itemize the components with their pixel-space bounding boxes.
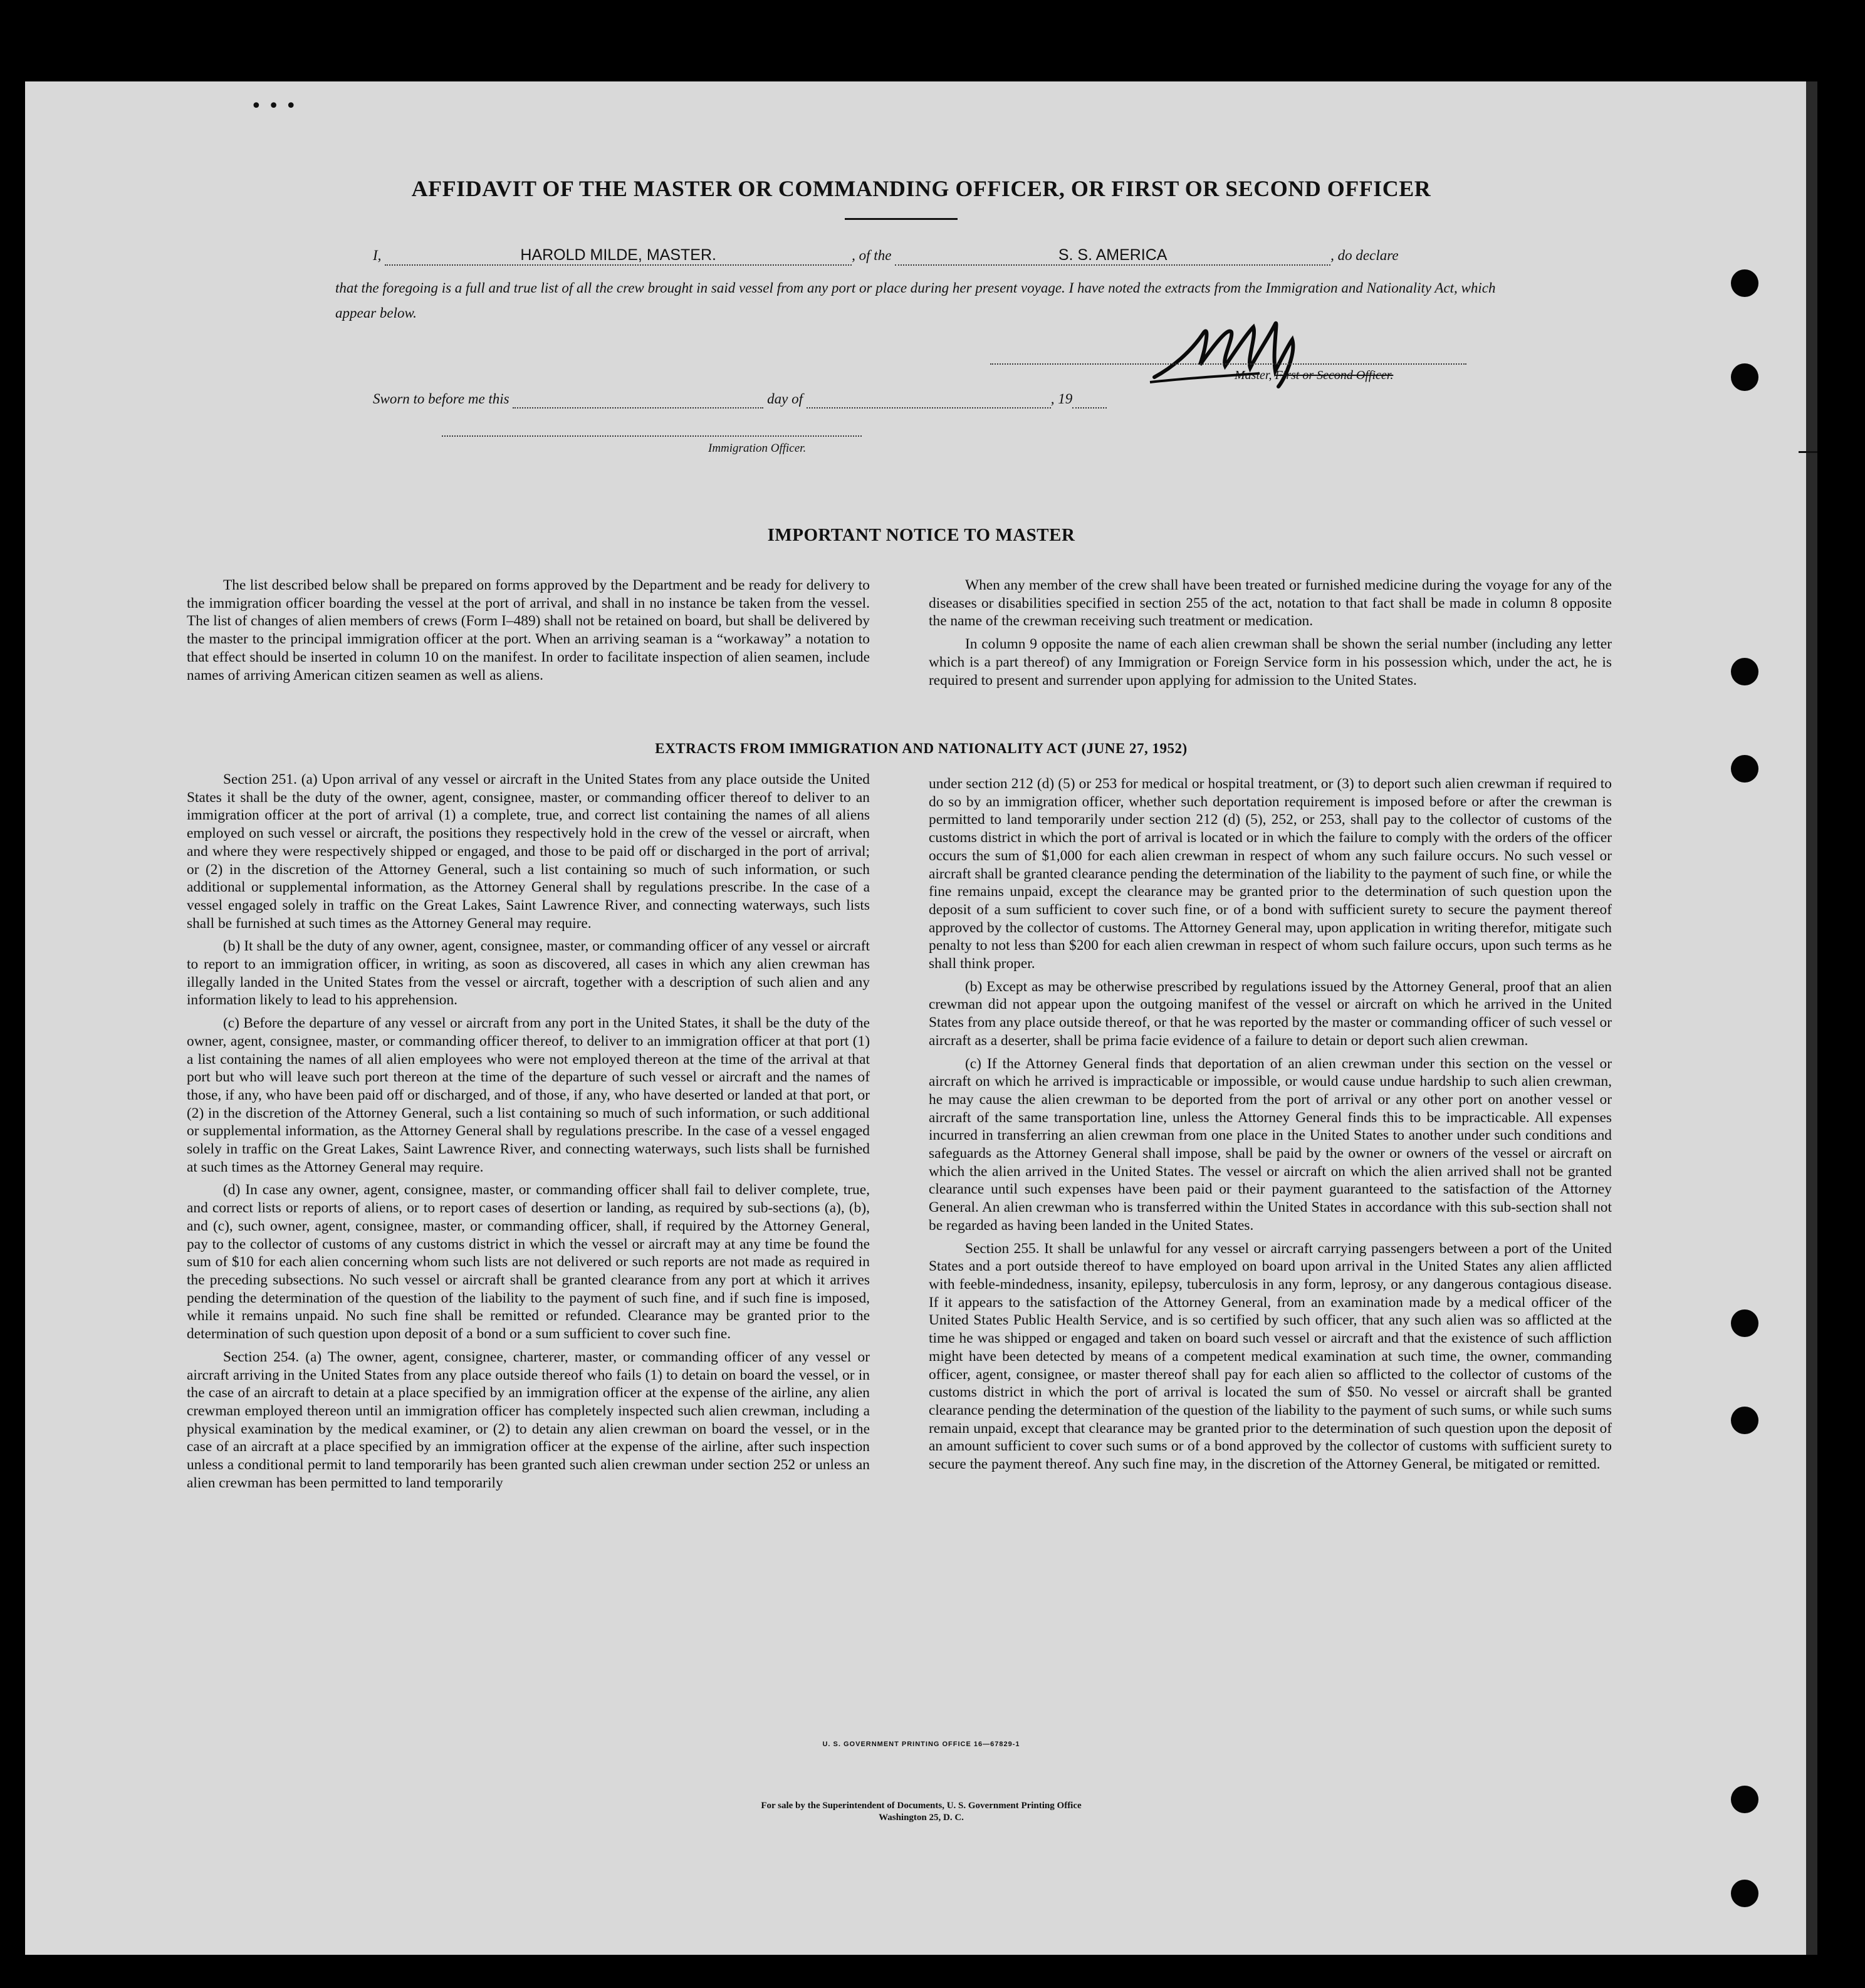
- title-rule: [845, 218, 958, 220]
- struck-officer-label: First or Second Officer.: [1275, 368, 1394, 382]
- sworn-day-field: [513, 391, 763, 409]
- binder-hole: [1731, 1880, 1758, 1907]
- extracts-right-column: [929, 775, 1612, 1474]
- page-edge-shadow: [1806, 81, 1817, 1955]
- binder-hole: [1731, 269, 1758, 297]
- extract-paragraph: Section 254. (a) The owner, agent, consignee, charterer, master, or commanding officer of any vessel or aircraft arriving in the United States from any place outside thereof who fails (1) to detain on board the vessel, or in the case of an aircraft to detain at a place specified by an immigration officer at the expense of the airline, any alien crewman employed thereon until an immigration officer has completely inspected such alien crewman, including a physical examination by the medical examiner, or (2) to detain any alien crewman on board the vessel, or in the case of an aircraft at a place specified by an immigration officer at the expense of the airline, after such inspection unless a conditional permit to land temporarily has been granted such alien crewman under section 252 or unless an alien crewman has been permitted to land temporarily: [187, 1348, 870, 1491]
- notice-paragraph: In column 9 opposite the name of each alien crewman shall be shown the serial number (including any letter which is a part thereof) of any Immigration or Foreign Service form in his possession which, under the act, he is required to present and surrender upon applying for admission to the United States.: [929, 636, 1612, 689]
- footer-line-2: Washington 25, D. C.: [879, 1813, 964, 1823]
- binder-hole: [1731, 658, 1758, 685]
- of-the-label: , of the: [852, 247, 892, 263]
- signature-line: [990, 362, 1466, 365]
- sworn-year-label: , 19: [1050, 391, 1073, 407]
- extracts-left-column: [187, 771, 870, 1492]
- sworn-prefix: Sworn to before me this: [373, 391, 509, 407]
- footer-line-1: For sale by the Superintendent of Documents, U. S. Government Printing Office: [761, 1801, 1082, 1811]
- binder-hole: [1731, 755, 1758, 783]
- declarant-line: [373, 246, 1399, 266]
- immigration-officer-signature-line: [442, 435, 862, 437]
- notice-paragraph: When any member of the crew shall have been treated or furnished medicine during the voyage for any of the diseases or disabilities specified in section 255 of the act, notation to that fact shall be made in column 8 opposite the name of the crewman receiving such treatment or medication.: [929, 577, 1612, 630]
- edge-mark: [1799, 451, 1817, 453]
- signature-label: [1235, 368, 1393, 383]
- extract-paragraph: (c) Before the departure of any vessel or aircraft from any port in the United States, it shall be the duty of the owner, agent, consignee, master, or commanding officer thereof, to deliver to an immigration officer at that port (1) a list containing the names of all alien employees who were not employed thereon at the time of the arrival at that port but who will leave such port thereon at the time of the departure of such vessel or aircraft and the names of those, if any, who have been paid off or discharged, and of those, if any, who have deserted or landed at that port, or (2) in the discretion of the Attorney General, such a list containing so much of such information, or such additional or supplemental information, as the Attorney General shall by regulations prescribe. In the case of a vessel engaged solely in traffic on the Great Lakes, Saint Lawrence River, and connecting waterways, such lists shall be furnished at such times as the Attorney General may require.: [187, 1015, 870, 1175]
- printing-office-imprint: U. S. GOVERNMENT PRINTING OFFICE 16—67829-1: [822, 1741, 1020, 1748]
- master-label: Master,: [1235, 368, 1272, 382]
- notice-title: IMPORTANT NOTICE TO MASTER: [767, 525, 1075, 545]
- extracts-title: EXTRACTS FROM IMMIGRATION AND NATIONALITY ACT (JUNE 27, 1952): [655, 741, 1188, 756]
- sworn-day-of: day of: [767, 391, 803, 407]
- declarant-field: [385, 246, 852, 266]
- immigration-officer-label: Immigration Officer.: [708, 442, 807, 455]
- notice-left-column: [187, 576, 870, 684]
- notice-paragraph: The list described below shall be prepared on forms approved by the Department and be ready for delivery to the immigration officer boarding the vessel at the port of arrival, and shall in no instance be taken from the vessel. The list of changes of alien members of crews (Form I–489) shall not be retained on board, but shall be delivered by the master to the principal immigration officer at the port. When an arriving seaman is a “workaway” a notation to that effect should be inserted in column 10 on the manifest. In order to facilitate inspection of alien seamen, include names of arriving American citizen seamen as well as aliens.: [187, 577, 870, 684]
- extract-paragraph: Section 251. (a) Upon arrival of any vessel or aircraft in the United States from any place outside the United States it shall be the duty of the owner, agent, consignee, master, or commanding officer thereof to deliver to an immigration officer at the port of arrival (1) a complete, true, and correct list containing the names of all aliens employed on such vessel or aircraft, the positions they respectively hold in the crew of the vessel or aircraft, when and where they were respectively shipped or engaged, and those to be paid off or discharged in the port of arrival; or (2) in the discretion of the Attorney General, such a list containing so much of such information, or such additional or supplemental information, as the Attorney General shall by regulations prescribe. In the case of a vessel engaged solely in traffic on the Great Lakes, Saint Lawrence River, and connecting waterways, such lists shall be furnished at such times as the Attorney General may require.: [187, 771, 870, 932]
- document-page: [25, 81, 1817, 1955]
- extract-paragraph-continued: under section 212 (d) (5) or 253 for medical or hospital treatment, or (3) to deport such alien crewman if required to do so by an immigration officer, whether such deportation requirement is imposed before or after the crewman is permitted to land temporarily under section 212 (d) (5), 252, or 253, shall pay to the collector of customs of the customs district in which the port of arrival is located or in which the failure to comply with the orders of the officer occurs the sum of $1,000 for each alien crewman in respect of whom any such failure occurs. No such vessel or aircraft shall be granted clearance pending the determination of the liability to the payment of such fine, or while the fine remains unpaid, except the clearance may be granted prior to the determination of such question upon the deposit of a sum sufficient to cover such fine, or of a bond with sufficient surety to secure the payment thereof approved by the collector of customs. The Attorney General may, upon application in writing therefor, mitigate such penalty to not less than $200 for each alien crewman in respect of whom such failure occurs, upon such terms as he shall think proper.: [929, 776, 1612, 972]
- do-declare-label: , do declare: [1330, 247, 1399, 263]
- affidavit-title: AFFIDAVIT OF THE MASTER OR COMMANDING OFFICER, OR FIRST OR SECOND OFFICER: [411, 176, 1431, 201]
- binder-hole: [1731, 363, 1758, 391]
- binder-hole: [1731, 1407, 1758, 1434]
- extract-paragraph: (b) It shall be the duty of any owner, agent, consignee, master, or commanding officer of any vessel or aircraft to report to an immigration officer, in writing, as soon as discovered, all cases in which any alien crewman has illegally landed in the United States from the vessel or aircraft, together with a description of such alien and any information likely to lead to his apprehension.: [187, 938, 870, 1009]
- sale-footer: [25, 1800, 1817, 1824]
- scan-speck-marks: •••: [251, 95, 303, 117]
- declarant-value: HAROLD MILDE, MASTER.: [520, 246, 716, 264]
- sworn-line: [373, 391, 1107, 409]
- sworn-year-field: [1072, 391, 1107, 409]
- binder-hole: [1731, 1309, 1758, 1337]
- sworn-month-field: [807, 391, 1051, 409]
- declaration-text: that the foregoing is a full and true list of all the crew brought in said vessel from any port or place during her present voyage. I have noted the extracts from the Immigration and Nationality Act, which appear below.: [335, 280, 1496, 321]
- vessel-field: [895, 246, 1330, 266]
- extract-paragraph: (c) If the Attorney General finds that deportation of an alien crewman under this section on the vessel or aircraft on which he arrived is impracticable or impossible, or would cause undue hardship to such alien crewman, he may cause the alien crewman to be deported from the port of arrival or any other port on another vessel or aircraft of the same transportation line, unless the Attorney General finds this to be impracticable. All expenses incurred in transferring an alien crewman from one place in the United States to another under such conditions and safeguards as the Attorney General shall impose, shall be paid by the owner or owners of the vessel or aircraft on which the alien arrived in the United States. The vessel or aircraft on which the alien arrived shall not be granted clearance until such expenses have been paid or their payment guaranteed to the satisfaction of the Attorney General. An alien crewman who is transferred within the United States in accordance with this sub-section shall not be regarded as having been landed in the United States.: [929, 1055, 1612, 1234]
- notice-right-column: [929, 576, 1612, 689]
- binder-hole: [1731, 1786, 1758, 1813]
- vessel-value: S. S. AMERICA: [1058, 246, 1168, 264]
- declarant-prefix: I,: [373, 247, 382, 263]
- extract-paragraph: (b) Except as may be otherwise prescribed by regulations issued by the Attorney General, proof that an alien crewman did not appear upon the outgoing manifest of the vessel or aircraft on which he arrived in the United States from any place outside thereof, or that he was reported by the master or commanding officer of such vessel or aircraft as a deserter, shall be prima facie evidence of a failure to detain or deport such alien crewman.: [929, 978, 1612, 1049]
- extract-paragraph: Section 255. It shall be unlawful for any vessel or aircraft carrying passengers between a port of the United States and a port outside thereof to have employed on board upon arrival in the United States any alien afflicted with feeble-mindedness, insanity, epilepsy, tuberculosis in any form, leprosy, or any dangerous contagious disease. If it appears to the satisfaction of the Attorney General, from an examination made by a medical officer of the United States Public Health Service, and is so certified by such officer, that any such alien was so afflicted at the time he was shipped or engaged and taken on board such vessel or aircraft and that the existence of such affliction might have been detected by means of a competent medical examination at such time, the owner, commanding officer, agent, consignee, or master thereof shall pay for each alien so afflicted to the collector of customs of the customs district in which the port of arrival is located the sum of $50. No vessel or aircraft shall be granted clearance pending the determination of the question of the liability to the payment of such sums, or while such sums remain unpaid, except that clearance may be granted prior to the determination of such question upon the deposit of an amount sufficient to cover such sums or of a bond approved by the collector of customs with sufficient surety to secure the payment thereof. Any such fine may, in the discretion of the Attorney General, be mitigated or remitted.: [929, 1240, 1612, 1473]
- extract-paragraph: (d) In case any owner, agent, consignee, master, or commanding officer shall fail to deliver complete, true, and correct lists or reports of aliens, or to report cases of desertion or landing, as required by sub-sections (a), (b), and (c), such owner, agent, consignee, master, or commanding officer, shall, if required by the Attorney General, pay to the collector of customs of any customs district in which the vessel or aircraft may at any time be found the sum of $10 for each alien concerning whom such lists are not delivered or such reports are not made as required in the preceding subsections. No such vessel or aircraft shall be granted clearance from any port at which it arrives pending the determination of the question of the liability to the payment of such fine, and if such fine is imposed, while it remains unpaid. No such fine shall be remitted or refunded. Clearance may be granted prior to the determination of such question upon deposit of a bond or a sum sufficient to cover such fine.: [187, 1182, 870, 1343]
